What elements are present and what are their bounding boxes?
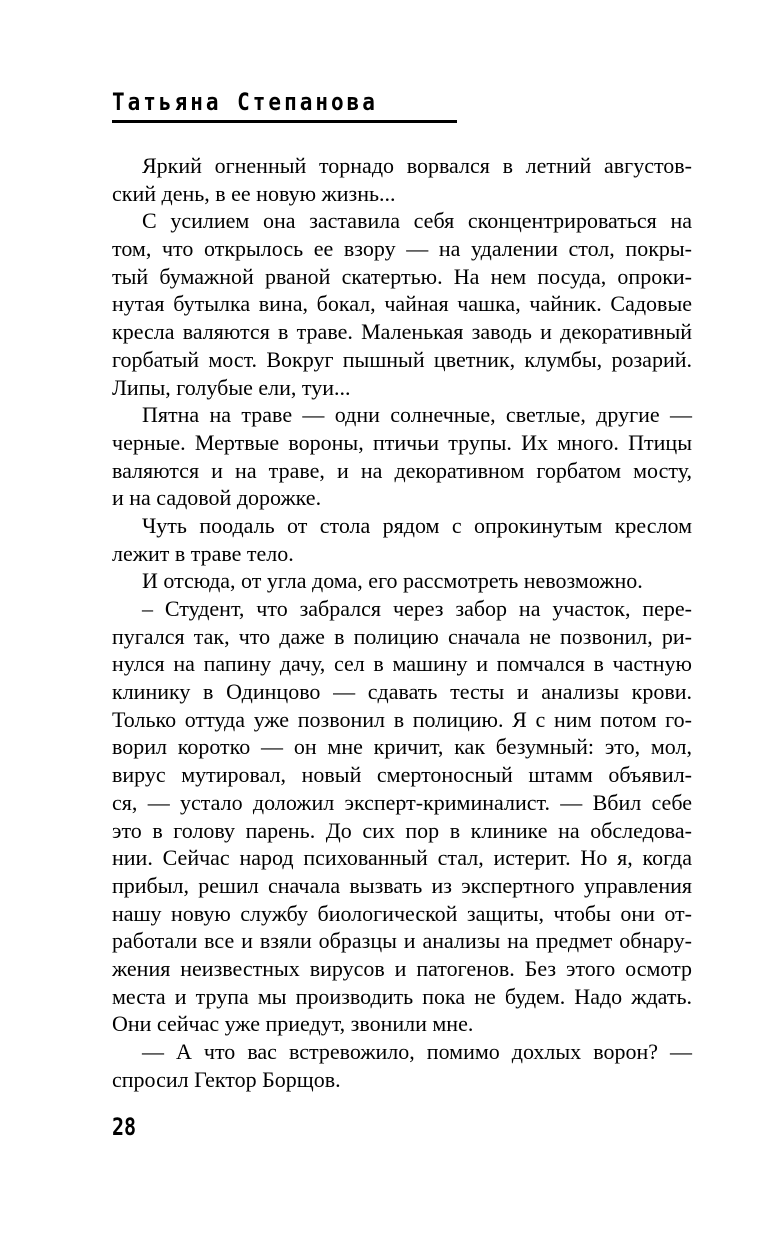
text-line: тый бумажной рваной скатертью. На нем посуда, опроки-: [112, 263, 692, 289]
text-line: Только оттуда уже позвонил в полицию. Я с ним потом го-: [112, 706, 692, 732]
text-line: пугался так, что даже в полицию сначала не позвонил, ри-: [112, 623, 692, 649]
text-line: – Студент, что забрался через забор на участок, пере-: [142, 596, 692, 621]
text-line: нии. Сейчас народ психованный стал, истерит. Но я, когда: [112, 845, 692, 871]
text-line: места и трупа мы производить пока не будем. Надо ждать.: [112, 983, 692, 1009]
text-line: Пятна на траве — одни солнечные, светлые, другие —: [142, 402, 692, 428]
text-line: нулся на папину дачу, сел в машину и помчался в частную: [112, 651, 692, 677]
page-body-text: [112, 152, 692, 1093]
text-line: — А что вас встревожило, помимо дохлых ворон? —: [142, 1039, 692, 1064]
text-line: И отсюда, от угла дома, его рассмотреть невозможно.: [142, 568, 643, 594]
text-line: прибыл, решил сначала вызвать из экспертного управления: [112, 872, 692, 898]
text-line: нашу новую службу биологической защиты, чтобы они от-: [112, 900, 692, 926]
text-line: лежит в траве тело.: [112, 540, 294, 566]
text-line: С усилием она заставила себя сконцентрироваться на: [142, 208, 692, 234]
text-line: клинику в Одинцово — сдавать тесты и анализы крови.: [112, 679, 692, 705]
page-number: 28: [112, 1112, 137, 1141]
text-line: ворил коротко — он мне кричит, как безумный: это, мол,: [112, 734, 692, 760]
text-line: Яркий огненный торнадо ворвался в летний августов-: [142, 153, 692, 178]
text-line: Липы, голубые ели, туи...: [112, 374, 351, 400]
text-line: кресла валяются в траве. Маленькая заводь и декоративный: [112, 319, 692, 345]
running-header-author: Татьяна Степанова: [112, 88, 378, 116]
text-line: ский день, в ее новую жизнь...: [112, 180, 396, 206]
text-line: спросил Гектор Борщов.: [112, 1066, 341, 1092]
text-line: работали все и взяли образцы и анализы на предмет обнару-: [112, 928, 692, 954]
text-line: том, что открылось ее взору — на удалении стол, покры-: [112, 236, 692, 262]
text-line: вирус мутировал, новый смертоносный штамм объявил-: [112, 762, 692, 788]
text-line: жения неизвестных вирусов и патогенов. Без этого осмотр: [112, 955, 692, 981]
text-line: это в голову парень. До сих пор в клинике на обследова-: [112, 817, 692, 843]
text-line: Они сейчас уже приедут, звонили мне.: [112, 1011, 474, 1037]
header-rule: [112, 120, 457, 123]
text-line: и на садовой дорожке.: [112, 485, 322, 511]
text-line: Чуть поодаль от стола рядом с опрокинутым креслом: [142, 512, 692, 538]
text-line: валяются и на траве, и на декоративном горбатом мосту,: [112, 457, 692, 483]
text-line: черные. Мертвые вороны, птичьи трупы. Их много. Птицы: [112, 429, 692, 455]
text-line: нутая бутылка вина, бокал, чайная чашка, чайник. Садовые: [112, 291, 692, 317]
text-line: горбатый мост. Вокруг пышный цветник, клумбы, розарий.: [112, 346, 692, 372]
text-line: ся, — устало доложил эксперт-криминалист. — Вбил себе: [112, 789, 692, 815]
